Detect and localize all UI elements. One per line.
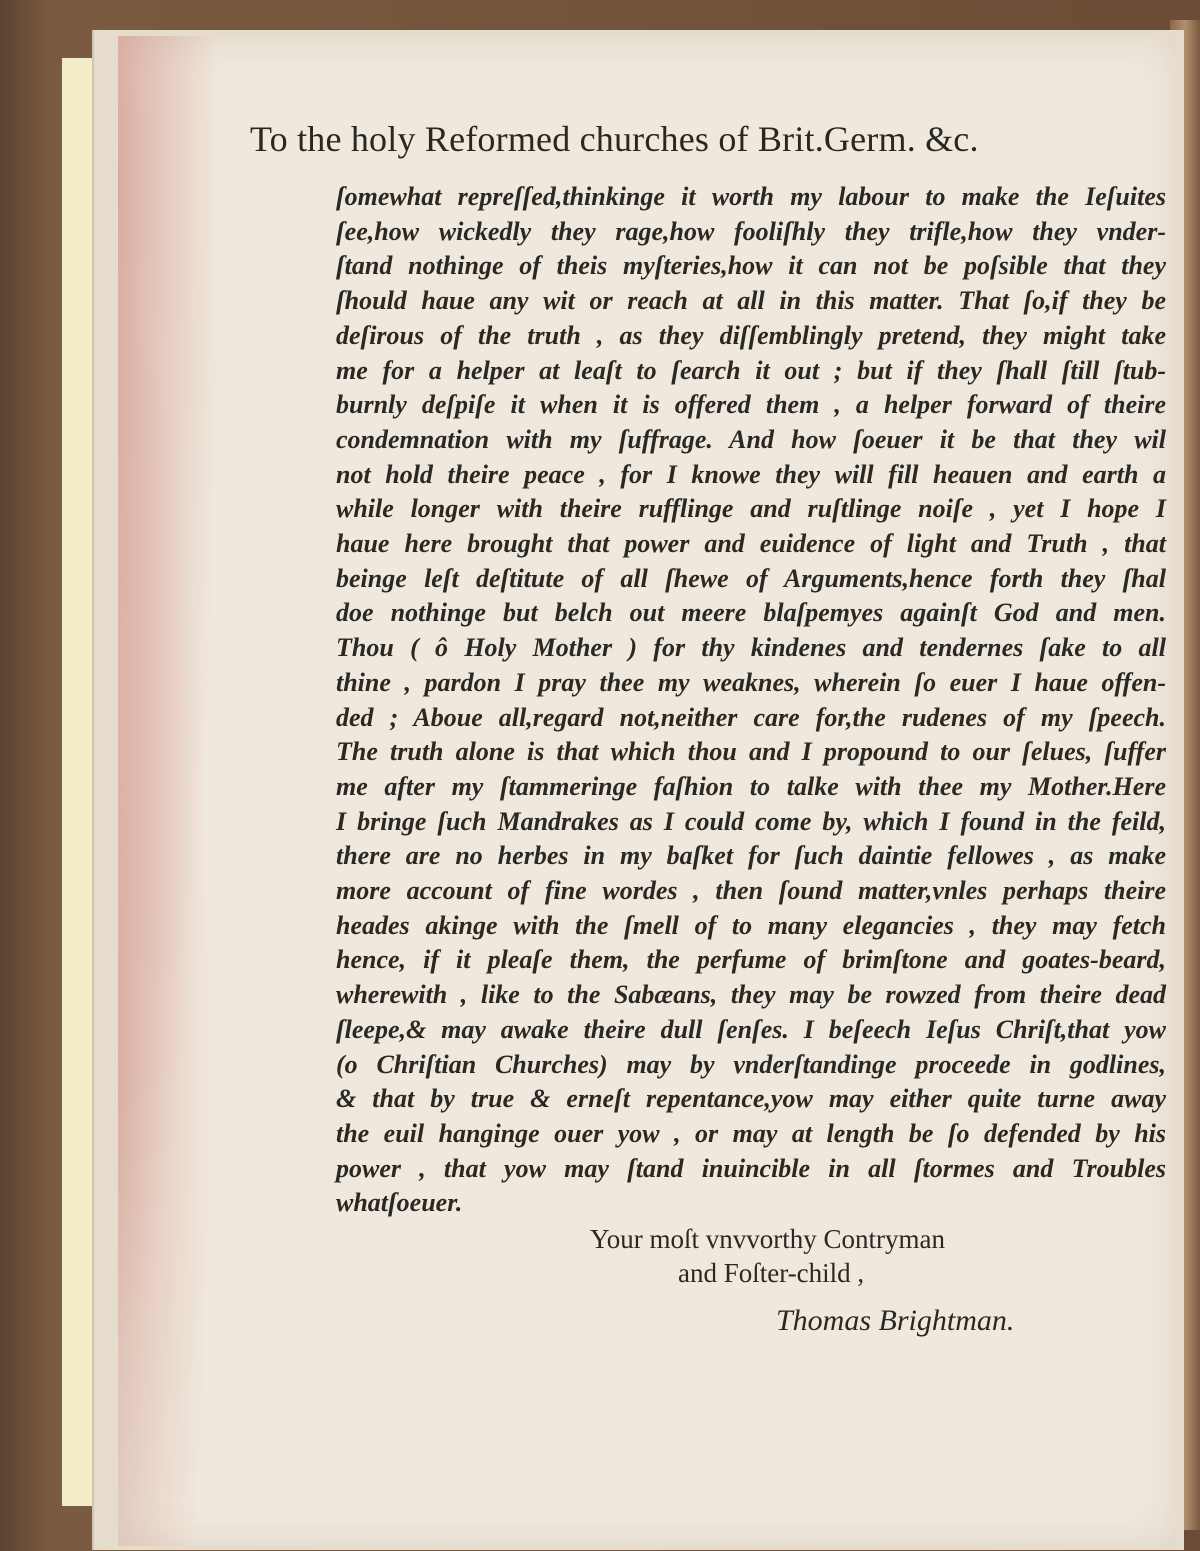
body-line: I bringe ſuch Mandrakes as I could come by, which I found in the feild, — [336, 806, 1166, 836]
body-line: burnly deſpiſe it when it is offered them , a helper forward of theire — [336, 390, 1166, 420]
body-line: ſleepe,& may awake theire dull ſenſes. I beſeech Ieſus Chriſt,that yow — [336, 1014, 1166, 1044]
body-line: there are no herbes in my baſket for ſuch daintie fellowes , as make — [336, 841, 1166, 871]
body-line: doe nothinge but belch out meere blaſpemyes againſt God and men. — [336, 598, 1166, 628]
body-line: deſirous of the truth , as they diſſemblingly pretend, they might take — [336, 320, 1166, 350]
closing-line-1: Your moſt vnvvorthy Contryman — [590, 1224, 946, 1254]
body-line: The truth alone is that which thou and I propound to our ſelues, ſuffer — [336, 737, 1166, 767]
body-line: Thou ( ô Holy Mother ) for thy kindenes and tendernes ſake to all — [336, 633, 1166, 663]
body-line: me for a helper at leaſt to ſearch it out ; but if they ſhall ſtill ſtub- — [336, 355, 1166, 385]
body-line: beinge leſt deſtitute of all ſhewe of Arguments,hence forth they ſhal — [336, 563, 1166, 593]
body-line: more account of fine wordes , then ſound matter,vnles perhaps theire — [336, 876, 1166, 906]
body-line: haue here brought that power and euidence of light and Truth , that — [336, 529, 1166, 559]
body-line: wherewith , like to the Sabæans, they may be rowzed from theire dead — [336, 980, 1166, 1010]
body-line: while longer with theire rufflinge and ruſtlinge noiſe , yet I hope I — [336, 494, 1166, 524]
body-line: power , that yow may ſtand inuincible in all ſtormes and Troubles — [336, 1153, 1166, 1183]
signature: Thomas Brightman. — [776, 1304, 1015, 1337]
red-edge-stain — [118, 36, 238, 1546]
body-line: not hold theire peace , for I knowe they will fill heauen and earth a — [336, 459, 1166, 489]
body-line: ſtand nothinge of theis myſteries,how it can not be poſsible that they — [336, 251, 1166, 281]
body-line: thine , pardon I pray thee my weaknes, wherein ſo euer I haue offen- — [336, 667, 1166, 697]
closing — [590, 1222, 945, 1290]
body-line: hence, if it pleaſe them, the perfume of brimſtone and goates-beard, — [336, 945, 1166, 975]
closing-line-2: and Foſter-child , — [678, 1258, 865, 1288]
body-line: whatſoeuer. — [336, 1188, 463, 1218]
running-heading: To the holy Reformed churches of Brit.Germ. &c. — [250, 119, 979, 159]
body-line: condemnation with my ſuffrage. And how ſoeuer it be that they wil — [336, 424, 1166, 454]
body-line: ſomewhat repreſſed,thinkinge it worth my labour to make the Ieſuites — [336, 182, 1166, 211]
body-line: heades akinge with the ſmell of to many elegancies , they may fetch — [336, 910, 1166, 940]
body-line: ded ; Aboue all,regard not,neither care for,the rudenes of my ſpeech. — [336, 702, 1166, 732]
body-line: the euil hanginge ouer yow , or may at length be ſo defended by his — [336, 1118, 1166, 1148]
body-line: ſee,how wickedly they rage,how fooliſhly they trifle,how they vnder- — [336, 216, 1166, 246]
body-text — [336, 180, 1166, 1221]
body-line: ſhould haue any wit or reach at all in this matter. That ſo,if they be — [336, 286, 1166, 316]
body-line: (o Chriſtian Churches) may by vnderſtandinge proceede in godlines, — [336, 1049, 1166, 1079]
body-line: me after my ſtammeringe faſhion to talke with thee my Mother.Here — [336, 771, 1166, 801]
body-line: & that by true & erneſt repentance,yow may either quite turne away — [336, 1084, 1166, 1114]
